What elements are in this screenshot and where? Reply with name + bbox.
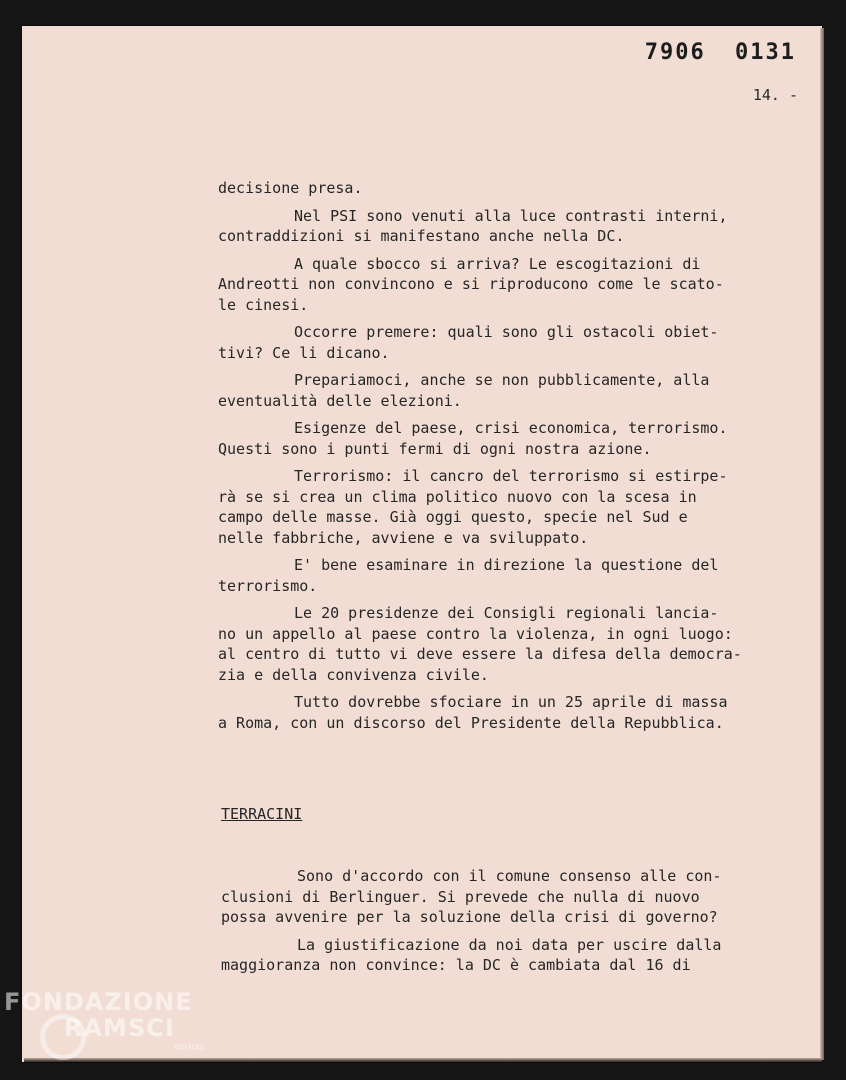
text-line: tivi? Ce li dicano. xyxy=(218,343,390,362)
text-line: Esigenze del paese, crisi economica, terrorismo. xyxy=(294,419,728,437)
text-line: possa avvenire per la soluzione della crisi di governo? xyxy=(221,908,718,926)
text-line: Nel PSI sono venuti alla luce contrasti interni, xyxy=(294,206,728,225)
text-line: Sono d'accordo con il comune consenso alle con- xyxy=(297,867,722,885)
text-line: Terrorismo: il cancro del terrorismo si estirpe- xyxy=(294,467,728,485)
text-line: maggioranza non convince: la DC è cambiata dal 16 di xyxy=(221,956,691,974)
page-bottom-edge xyxy=(24,1058,822,1062)
section-body xyxy=(221,866,781,983)
text-line: al centro di tutto vi deve essere la difesa della democra- xyxy=(218,645,742,663)
text-line: terrorismo. xyxy=(218,576,318,595)
document-body xyxy=(218,178,778,740)
text-line: Prepariamoci, anche se non pubblicamente, alla xyxy=(294,371,710,389)
text-line: E' bene esaminare in direzione la questione del xyxy=(294,556,719,574)
text-line: La giustificazione da noi data per uscire dalla xyxy=(297,935,722,954)
section-heading: TERRACINI xyxy=(221,805,303,823)
watermark-line1: FONDAZIONE xyxy=(4,988,193,1016)
gramsci-g-logo-icon xyxy=(40,1014,86,1060)
text-line: Le 20 presidenze dei Consigli regionali lancia- xyxy=(294,604,719,622)
text-line: contraddizioni si manifestano anche nella DC. xyxy=(218,227,625,245)
text-line: A quale sbocco si arriva? Le escogitazioni di xyxy=(294,254,701,273)
text-line: rà se si crea un clima politico nuovo con la scesa in xyxy=(218,487,697,506)
page-number: 14. - xyxy=(752,86,798,104)
text-line: zia e della convivenza civile. xyxy=(218,665,489,684)
page-edge xyxy=(820,28,824,1060)
watermark-suffix: onlus xyxy=(174,1042,205,1053)
text-line: nelle fabbriche, avviene e va sviluppato. xyxy=(218,528,589,547)
text-line: Tutto dovrebbe sfociare in un 25 aprile di massa xyxy=(294,693,728,711)
text-line: a Roma, con un discorso del Presidente della Repubblica. xyxy=(218,713,724,732)
text-line: campo delle masse. Già oggi questo, specie nel Sud e xyxy=(218,508,688,526)
text-line: Andreotti non convincono e si riproducono come le scato- xyxy=(218,275,724,293)
text-line: no un appello al paese contro la violenza, in ogni luogo: xyxy=(218,624,733,643)
text-line: Questi sono i punti fermi di ogni nostra azione. xyxy=(218,439,652,458)
text-line: le cinesi. xyxy=(218,295,309,314)
watermark-line2: RAMSCI xyxy=(64,1014,175,1042)
archive-code: 7906 0131 xyxy=(644,40,796,65)
fondazione-gramsci-watermark xyxy=(4,988,205,1053)
text-line: Occorre premere: quali sono gli ostacoli obiet- xyxy=(294,323,719,341)
text-line: eventualità delle elezioni. xyxy=(218,391,462,410)
text-line: decisione presa. xyxy=(218,179,363,197)
text-line: clusioni di Berlinguer. Si prevede che nulla di nuovo xyxy=(221,887,700,906)
